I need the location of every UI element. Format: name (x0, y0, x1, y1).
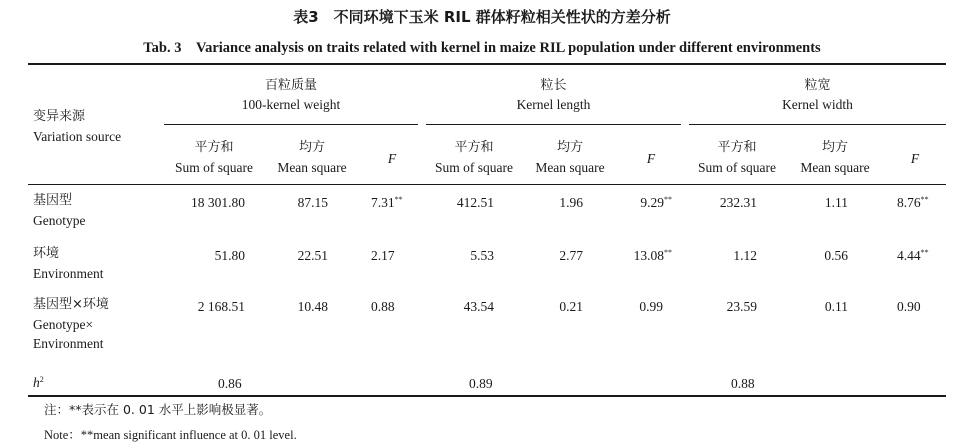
cell-weight-f: 7.31** (371, 195, 403, 210)
cell-weight-ms: 22.51 (297, 248, 328, 263)
cell-width-f: 8.76** (897, 195, 929, 210)
heritability-length: 0.89 (469, 376, 493, 391)
group-header-length-cn: 粒长 (540, 78, 567, 93)
table-title-cn: 表3 不同环境下玉米 RIL 群体籽粒相关性状的方差分析 (293, 8, 671, 26)
group-rule-width (689, 124, 946, 125)
subheader-ss-en: Sum of square (175, 160, 253, 175)
row-label-en: Genotype× (33, 317, 94, 332)
subheader-ms-cn: 均方 (298, 140, 325, 155)
cell-width-f: 0.90 (897, 299, 921, 314)
subheader-ms-en: Mean square (800, 160, 870, 175)
group-header-width-cn: 粒宽 (804, 78, 831, 93)
source-header-en: Variation source (33, 129, 122, 144)
cell-length-ss: 43.54 (463, 299, 494, 314)
footnote-cn: 注：**表示在 0. 01 水平上影响极显著。 (44, 402, 272, 417)
cell-width-ms: 0.11 (824, 299, 848, 314)
cell-width-ms: 1.11 (824, 195, 848, 210)
group-header-length-en: Kernel length (516, 97, 591, 112)
cell-length-f: 0.99 (639, 299, 663, 314)
subheader-ss-cn: 平方和 (454, 140, 494, 155)
subheader-ss-cn: 平方和 (194, 140, 234, 155)
row-label-cn: 基因型×环境 (33, 297, 109, 312)
heritability-label: $h^2$ (33, 375, 44, 390)
cell-length-ss: 412.51 (456, 195, 494, 210)
cell-weight-ss: 2 168.51 (197, 299, 245, 314)
cell-width-ms: 0.56 (824, 248, 848, 263)
cell-length-ms: 2.77 (559, 248, 583, 263)
subheader-ms-cn: 均方 (556, 140, 583, 155)
subheader-ms-en: Mean square (535, 160, 605, 175)
cell-length-f: 13.08** (633, 248, 672, 263)
subheader-ms-cn: 均方 (821, 140, 848, 155)
subheader-f: F (646, 151, 656, 166)
cell-length-ss: 5.53 (470, 248, 494, 263)
header-rule (28, 184, 946, 185)
subheader-f: F (387, 151, 397, 166)
footnote-en: Note：**mean significant influence at 0. 01 level. (44, 428, 297, 442)
group-header-weight-en: 100-kernel weight (241, 97, 341, 112)
subheader-ss-cn: 平方和 (717, 140, 757, 155)
row-label-cn: 环境 (33, 246, 60, 261)
top-rule (28, 63, 946, 65)
subheader-ms-en: Mean square (277, 160, 347, 175)
row-label-en: Environment (33, 266, 104, 281)
cell-weight-ss: 51.80 (214, 248, 245, 263)
cell-width-ss: 232.31 (719, 195, 757, 210)
subheader-ss-en: Sum of square (435, 160, 513, 175)
cell-width-f: 4.44** (897, 248, 929, 263)
cell-width-ss: 1.12 (733, 248, 757, 263)
cell-weight-f: 2.17 (371, 248, 395, 263)
row-label-cn: 基因型 (33, 193, 73, 208)
row-label-en: Environment (33, 336, 104, 351)
table-title-en: Tab. 3 Variance analysis on traits related with kernel in maize RIL population under different environments (143, 40, 821, 56)
cell-length-ms: 0.21 (559, 299, 583, 314)
cell-length-f: 9.29** (640, 195, 672, 210)
cell-weight-ms: 87.15 (297, 195, 328, 210)
source-header-cn: 变异来源 (33, 109, 86, 124)
cell-weight-f: 0.88 (371, 299, 395, 314)
bottom-rule (28, 395, 946, 397)
cell-weight-ms: 10.48 (297, 299, 328, 314)
row-label-en: Genotype (33, 213, 86, 228)
heritability-weight: 0.86 (218, 376, 242, 391)
heritability-width: 0.88 (731, 376, 755, 391)
group-header-width-en: Kernel width (782, 97, 853, 112)
group-header-weight-cn: 百粒质量 (264, 78, 317, 93)
group-rule-weight (164, 124, 418, 125)
cell-weight-ss: 18 301.80 (191, 195, 245, 210)
subheader-ss-en: Sum of square (698, 160, 776, 175)
group-rule-length (426, 124, 681, 125)
subheader-f: F (910, 151, 920, 166)
cell-width-ss: 23.59 (726, 299, 757, 314)
cell-length-ms: 1.96 (559, 195, 583, 210)
